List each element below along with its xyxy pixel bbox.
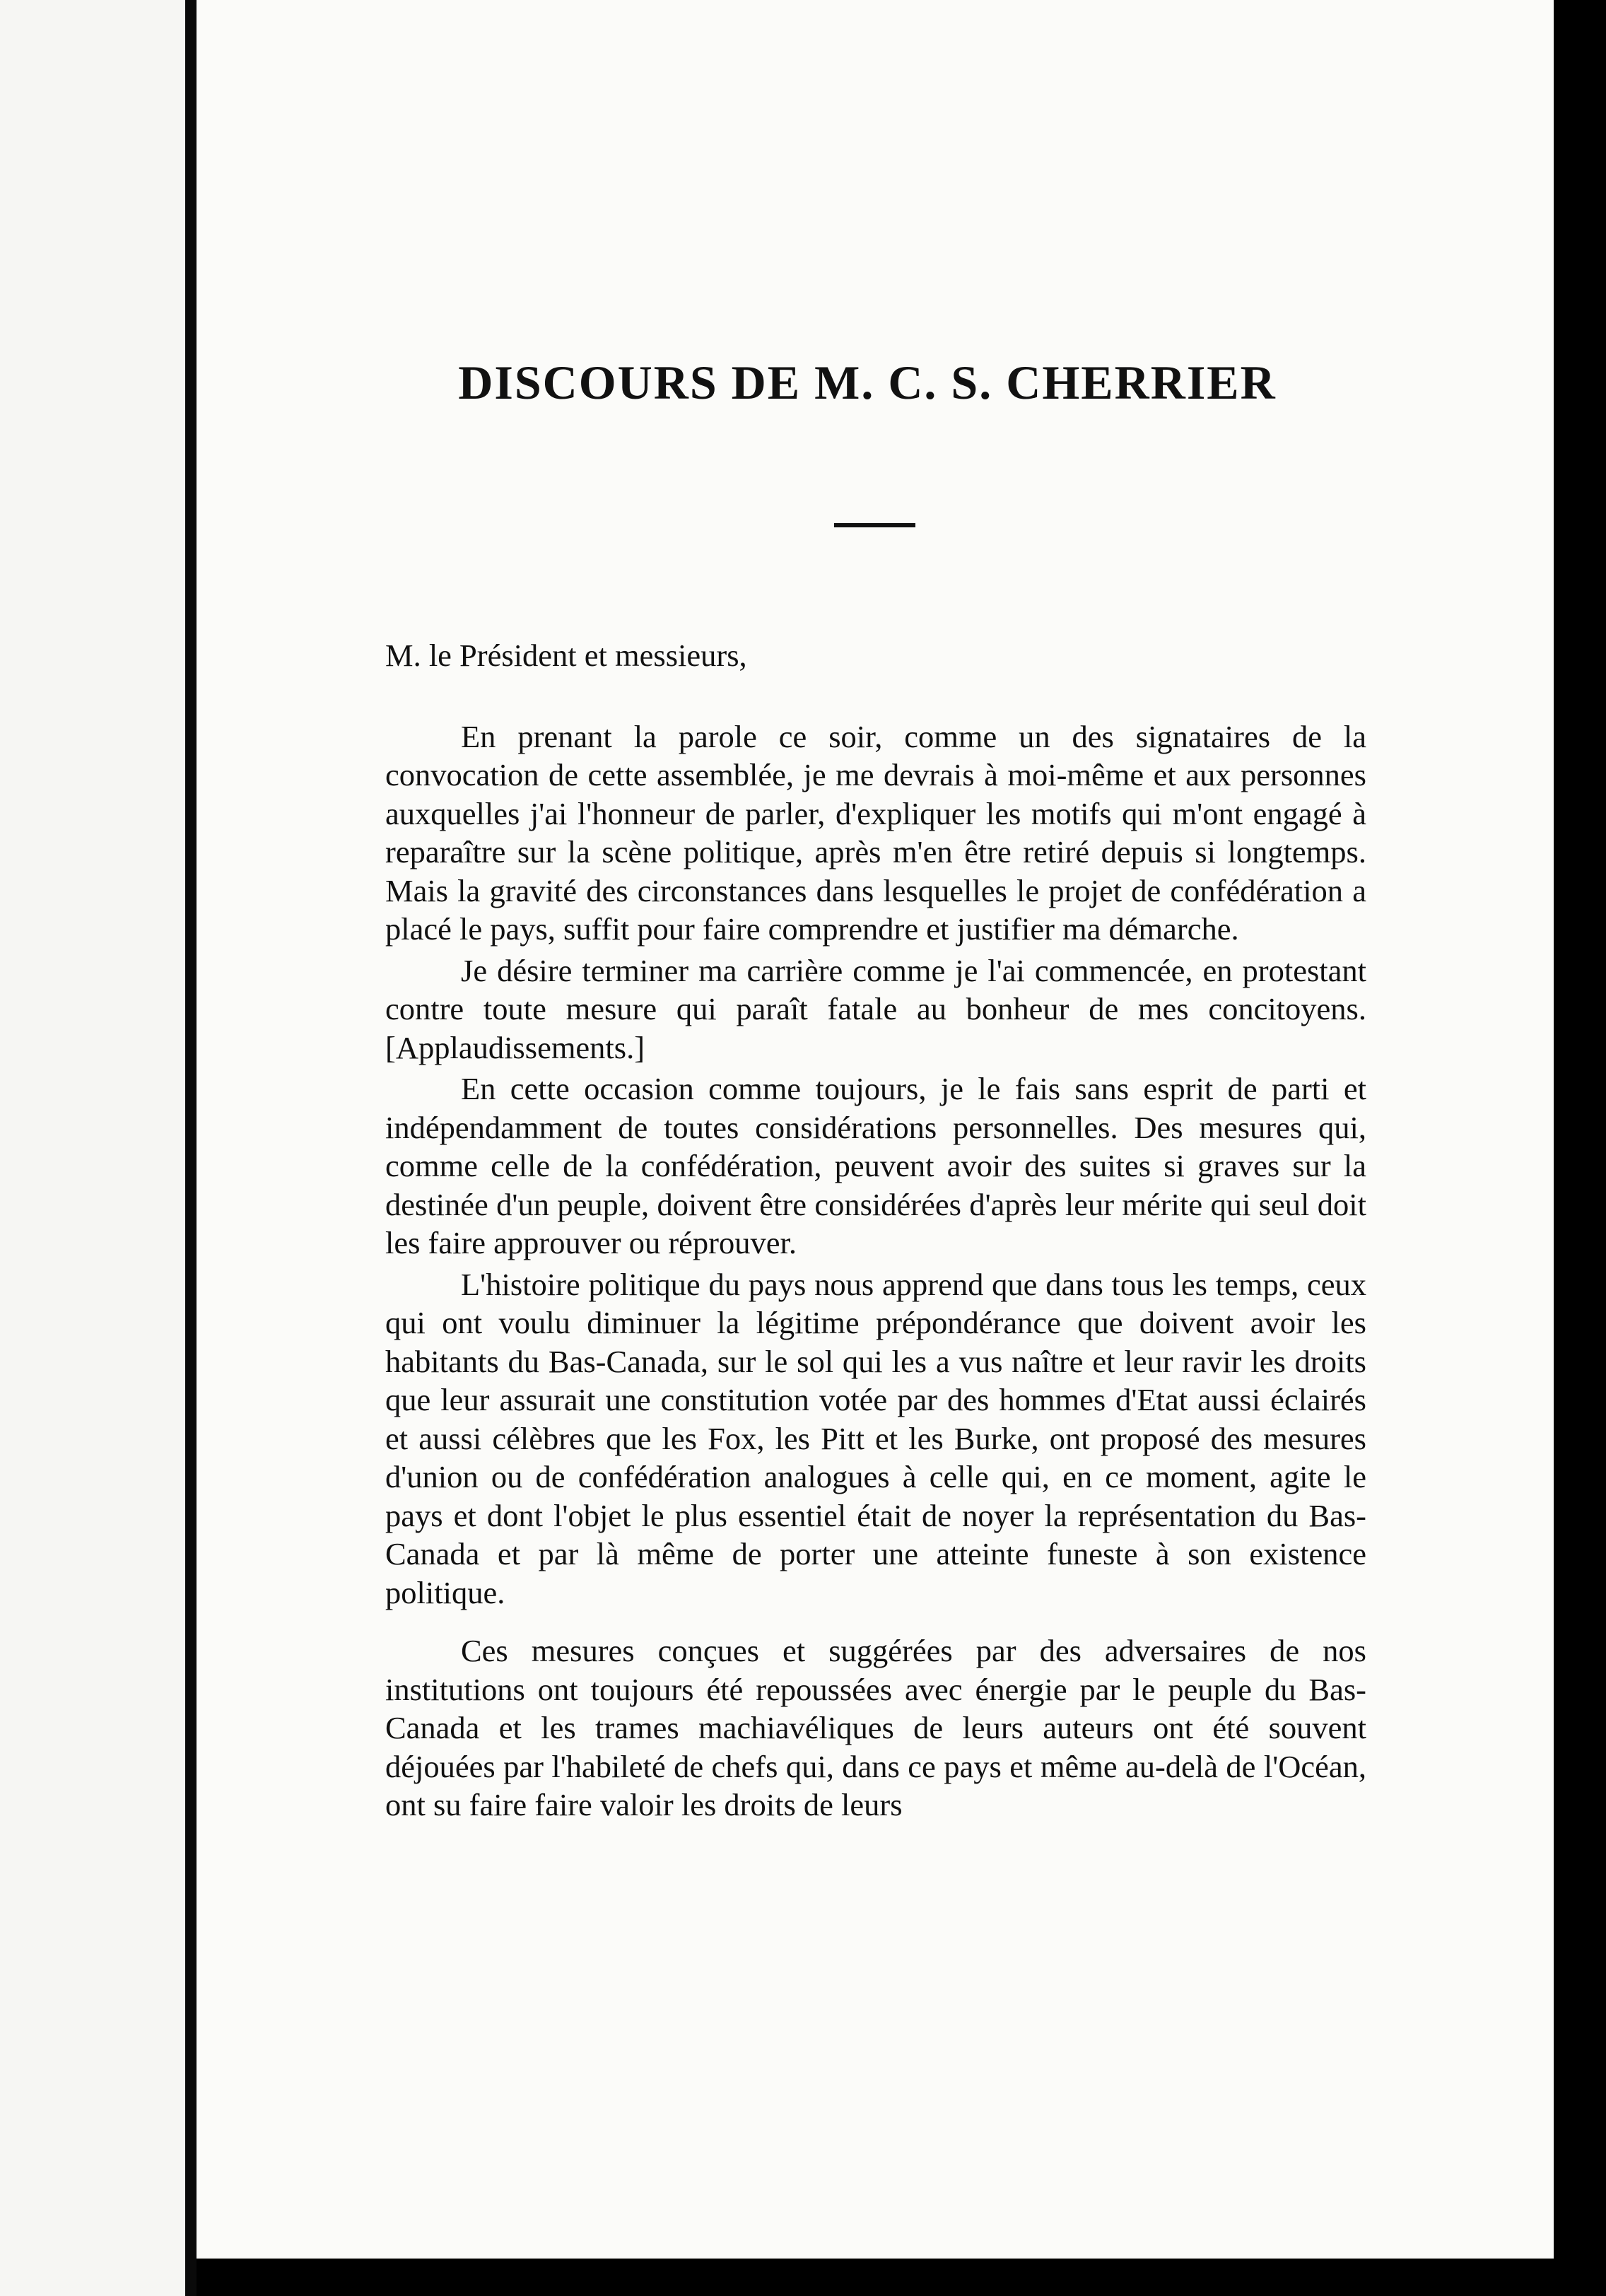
scan-border-bottom <box>197 2259 1554 2296</box>
page-title: DISCOURS DE M. C. S. CHERRIER <box>458 356 1277 409</box>
salutation: M. le Président et messieurs, <box>385 638 747 673</box>
body-text <box>385 636 1366 1824</box>
paragraph: Je désire terminer ma carrière comme je l'ai commencée, en protestant contre toute mesure qui paraît fatale au bonheur de mes concitoyens. [Applaudissements.] <box>385 952 1366 1065</box>
scan-border-right <box>1554 0 1606 2296</box>
title-rule <box>834 523 915 527</box>
paragraph: En cette occasion comme toujours, je le fais sans esprit de parti et indépendamment de toutes considérations personnelles. Des mesures qui, comme celle de la confédération, peuvent avoir des suites si graves sur la destinée d'un peuple, doivent être considérées d'après leur mérite qui seul doit les faire approuver ou réprouver. <box>385 1071 1366 1260</box>
book-gutter <box>185 0 197 2296</box>
facing-page <box>0 0 185 2296</box>
paragraph: En prenant la parole ce soir, comme un des signataires de la convocation de cette assemblée, je me devrais à moi-même et aux personnes auxquelles j'ai l'honneur de parler, d'expliquer les motifs qui m'ont engagé à reparaître sur la scène politique, après m'en être retiré depuis si longtemps. Mais la gravité des circonstances dans lesquelles le projet de confédération a placé le pays, suffit pour faire comprendre et justifier ma démarche. <box>385 718 1366 947</box>
paragraph: Ces mesures conçues et suggérées par des adversaires de nos institutions ont toujours été repoussées avec énergie par le peuple du Bas-Canada et les trames machiavéliques de leurs auteurs ont été souvent déjouées par l'habileté de chefs qui, dans ce pays et même au-delà de l'Océan, ont su faire faire valoir les droits de leurs <box>385 1633 1366 1822</box>
paragraph: L'histoire politique du pays nous apprend que dans tous les temps, ceux qui ont voulu diminuer la légitime prépondérance que doivent avoir les habitants du Bas-Canada, sur le sol qui les a vus naître et leur ravir les droits que leur assurait une constitution votée par des hommes d'Etat aussi éclairés et aussi célèbres que les Fox, les Pitt et les Burke, ont proposé des mesures d'union ou de confédération analogues à celle qui, en ce moment, agite le pays et dont l'objet le plus essentiel était de noyer la représentation du Bas-Canada et par là même de porter une atteinte funeste à son existence politique. <box>385 1266 1366 1610</box>
